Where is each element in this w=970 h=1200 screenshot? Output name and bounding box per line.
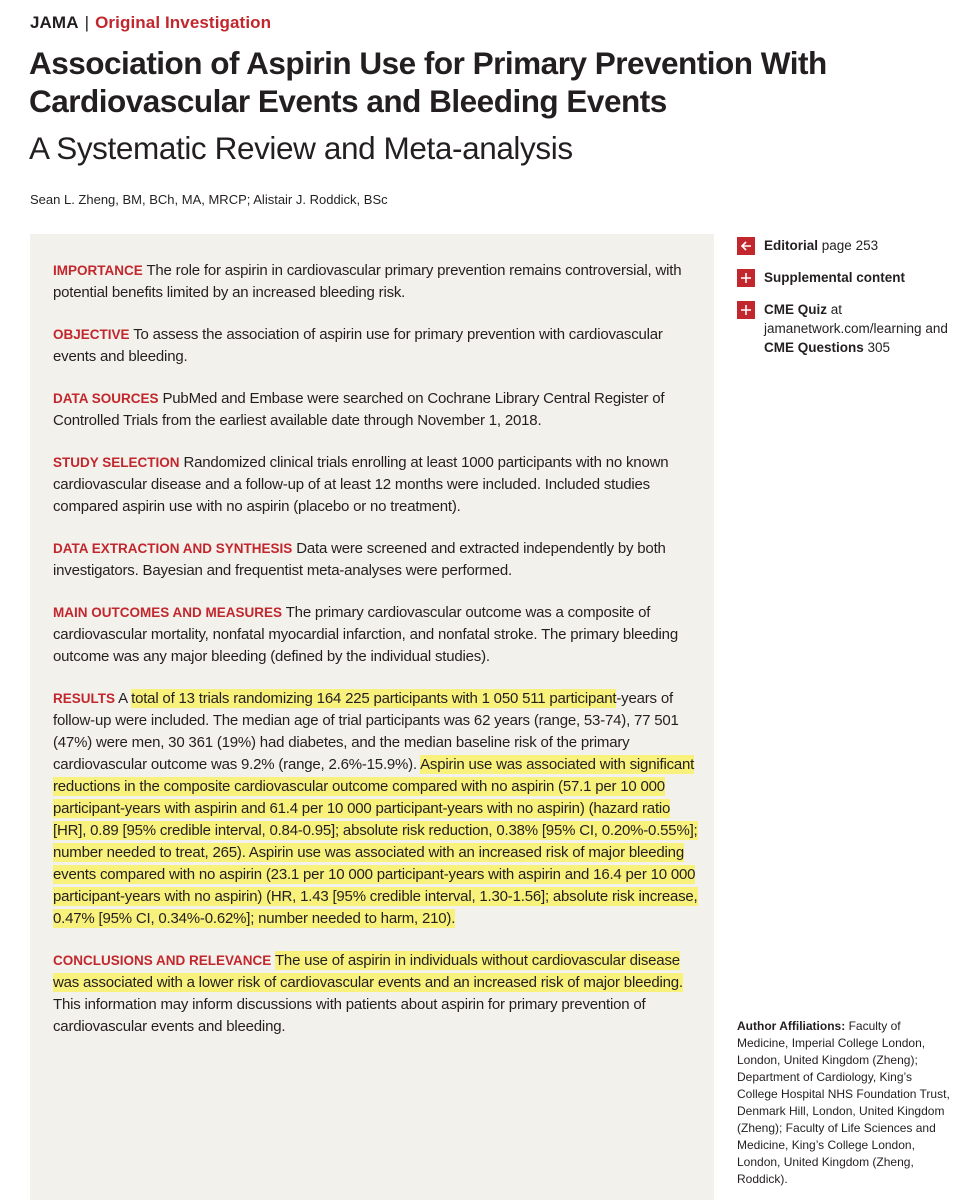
abstract-data-extraction <box>53 538 698 582</box>
author-affiliations <box>737 1018 952 1188</box>
affiliations-text: Faculty of Medicine, Imperial College London, London, United Kingdom (Zheng); Department of Cardiology, King’s College Hospital NHS Foundation Trust, Denmark Hill, London, United Kingdom (Zheng); Faculty of Life Sciences and Medicine, King’s College London, London, United Kingdom (Zheng, Roddick). <box>737 1019 950 1186</box>
journal-header <box>30 13 271 33</box>
section-heading: OBJECTIVE <box>53 327 130 342</box>
abstract-objective <box>53 324 698 368</box>
supplemental-link[interactable] <box>737 268 952 287</box>
section-heading: CONCLUSIONS AND RELEVANCE <box>53 953 272 968</box>
section-text: -years of follow-up were included. The median age of trial participants was 62 years (range, 53-74), 77 501 (47%) were men, 30 361 (19%) had diabetes, and the median baseline risk of the primary cardiovascular outcome was 9.2% (range, 2.6%-15.9%). <box>53 690 679 773</box>
section-heading: IMPORTANCE <box>53 263 143 278</box>
section-heading: MAIN OUTCOMES AND MEASURES <box>53 605 283 620</box>
section-heading: DATA SOURCES <box>53 391 159 406</box>
abstract-box <box>30 234 714 1200</box>
cme-link[interactable] <box>737 300 952 357</box>
highlighted-text: The use of aspirin in individuals without cardiovascular disease was associated with a lower risk of cardiovascular events and an increased risk of major bleeding. <box>53 952 683 991</box>
arrow-left-icon <box>737 237 755 255</box>
section-text: This information may inform discussions with patients about aspirin for primary prevention of cardiovascular events and bleeding. <box>53 996 646 1035</box>
section-heading: RESULTS <box>53 691 116 706</box>
section-text: To assess the association of aspirin use for primary prevention with cardiovascular events and bleeding. <box>53 326 663 365</box>
affiliations-label: Author Affiliations: <box>737 1019 846 1033</box>
supplemental-text: Supplemental content <box>764 270 906 285</box>
section-heading: STUDY SELECTION <box>53 455 180 470</box>
abstract-conclusions <box>53 950 698 1038</box>
section-text: A <box>118 690 128 707</box>
editorial-text: Editorial page 253 <box>764 238 879 253</box>
article-type: Original Investigation <box>95 13 272 32</box>
article-subtitle: A Systematic Review and Meta-analysis <box>29 130 573 166</box>
section-text: Data were screened and extracted independently by both investigators. Bayesian and frequentist meta-analyses were performed. <box>53 540 666 579</box>
editorial-link[interactable] <box>737 236 952 255</box>
cme-text: CME Quiz at jamanetwork.com/learning and CME Questions 305 <box>764 302 948 355</box>
highlighted-text: total of 13 trials randomizing 164 225 participants with 1 050 511 participant <box>131 690 617 707</box>
section-heading: DATA EXTRACTION AND SYNTHESIS <box>53 541 293 556</box>
abstract-importance <box>53 260 698 304</box>
abstract-data-sources <box>53 388 698 432</box>
section-text: The role for aspirin in cardiovascular primary prevention remains controversial, with potential benefits limited by an increased bleeding risk. <box>53 262 682 301</box>
abstract-study-selection <box>53 452 698 518</box>
sidebar <box>737 236 952 370</box>
section-text: The primary cardiovascular outcome was a composite of cardiovascular mortality, nonfatal myocardial infarction, and nonfatal stroke. The primary bleeding outcome was any major bleeding (defined by the individual studies). <box>53 604 678 665</box>
journal-name: JAMA <box>30 13 79 32</box>
section-text: PubMed and Embase were searched on Cochrane Library Central Register of Controlled Trials from the earliest available date through November 1, 2018. <box>53 390 665 429</box>
header-separator: | <box>84 13 90 32</box>
abstract-results <box>53 688 698 930</box>
section-text: Randomized clinical trials enrolling at least 1000 participants with no known cardiovascular disease and a follow-up of at least 12 months were included. Included studies compared aspirin use with no aspirin (placebo or no treatment). <box>53 454 669 515</box>
article-title: Association of Aspirin Use for Primary Prevention With Cardiovascular Events and Bleeding Events <box>29 45 827 119</box>
author-list: Sean L. Zheng, BM, BCh, MA, MRCP; Alistair J. Roddick, BSc <box>30 192 388 207</box>
plus-icon <box>737 269 755 287</box>
highlighted-text: Aspirin use was associated with significant reductions in the composite cardiovascular outcome compared with no aspirin (57.1 per 10 000 participant-years with aspirin and 61.4 per 10 000 participant-years with no aspirin) (hazard ratio [HR], 0.89 [95% credible interval, 0.84-0.95]; absolute risk reduction, 0.38% [95% CI, 0.20%-0.55%]; number needed to treat, 265). Aspirin use was associated with an increased risk of major bleeding events compared with no aspirin (23.1 per 10 000 participant-years with aspirin and 16.4 per 10 000 participant-years with no aspirin) (HR, 1.43 [95% credible interval, 1.30-1.56]; absolute risk increase, 0.47% [95% CI, 0.34%-0.62%]; number needed to harm, 210). <box>53 756 698 927</box>
plus-icon <box>737 301 755 319</box>
abstract-main-outcomes <box>53 602 698 668</box>
